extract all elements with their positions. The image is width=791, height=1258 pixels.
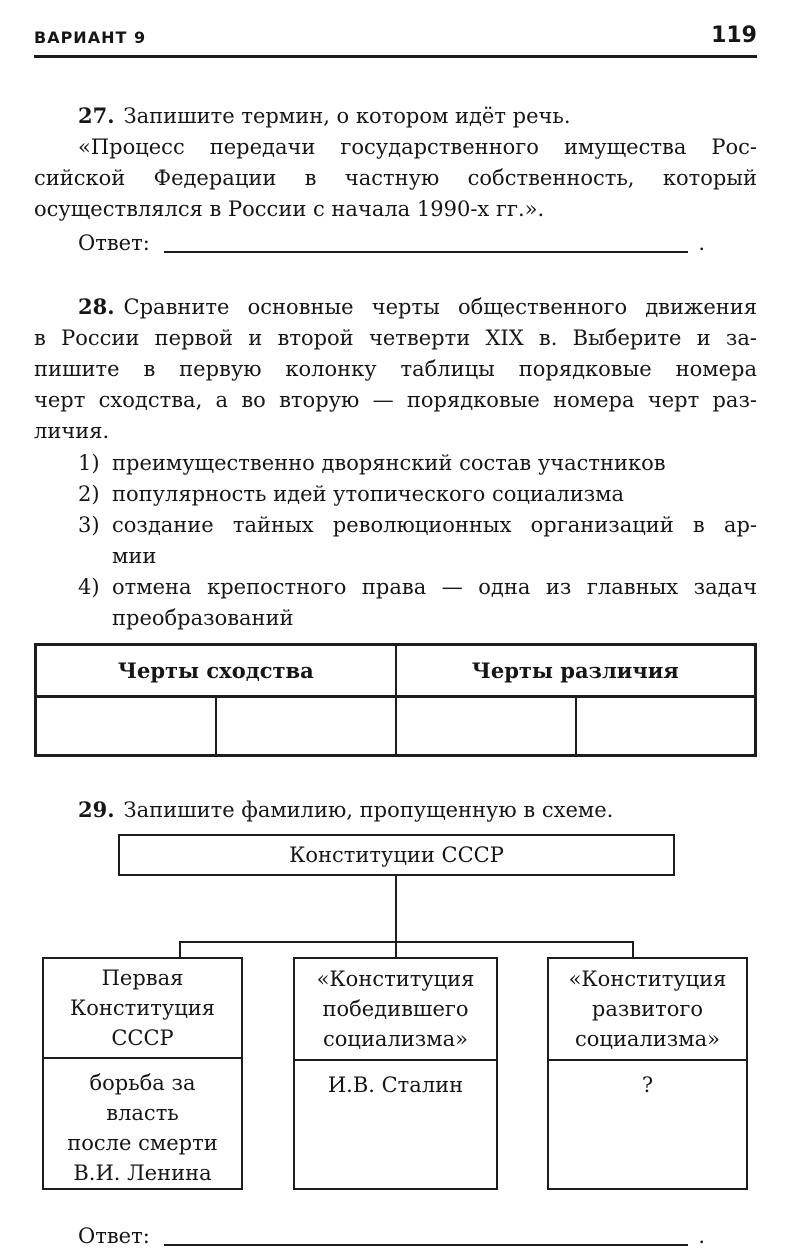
question-29 — [0, 794, 791, 1258]
page-header — [34, 0, 757, 58]
question-27-answer-row — [34, 228, 757, 259]
table-header-similarities: Черты сходства — [36, 645, 396, 697]
question-27-title — [34, 100, 757, 132]
question-29-number: 29. — [78, 797, 115, 822]
question-29-title — [34, 794, 757, 826]
table-body-row — [36, 697, 756, 756]
table-cell-empty — [36, 697, 216, 756]
answer-period: . — [698, 231, 705, 255]
answer-label: Ответ: — [78, 231, 150, 255]
options-list — [34, 448, 757, 634]
connector-vertical-center — [395, 876, 397, 959]
question-28-number: 28. — [78, 294, 115, 319]
question-28-first-line — [34, 291, 757, 323]
list-item — [34, 510, 757, 572]
constitutions-scheme — [0, 826, 791, 1258]
item-number: 2) — [78, 482, 100, 506]
list-item — [34, 448, 757, 479]
variant-label: ВАРИАНТ 9 — [34, 28, 147, 47]
node-value: И.В. Сталин — [327, 1073, 464, 1097]
question-28-body — [34, 291, 757, 447]
item-number: 1) — [78, 451, 100, 475]
table-cell-empty — [396, 697, 576, 756]
question-27-body: «Процесс передачи государственного имущества Рос- сийской Федерации в частную собственность, который осуществлялся в России с начала 1990-х гг.». — [34, 135, 757, 221]
question-29-answer-wrap — [0, 1218, 791, 1252]
scheme-root-box — [118, 834, 675, 876]
table-header-row — [36, 645, 756, 697]
answer-blank-line — [164, 250, 689, 253]
list-item — [34, 572, 757, 634]
question-29-answer-row — [34, 1221, 757, 1252]
item-text: популярность идей утопического социализма — [112, 482, 625, 506]
question-29-title-text: Запишите фамилию, пропущенную в схеме. — [123, 798, 614, 822]
list-item — [34, 479, 757, 510]
question-27 — [0, 100, 791, 259]
scheme-node-victorious-socialism — [293, 957, 498, 1190]
node-value: борьба за власть после смерти В.И. Ленина — [67, 1071, 218, 1185]
connector-horizontal — [179, 941, 634, 943]
comparison-table — [34, 643, 757, 757]
page-number: 119 — [711, 23, 757, 48]
answer-period: . — [698, 1224, 705, 1248]
scheme-node-first-constitution — [42, 957, 243, 1190]
item-text: создание тайных революционных организаций в ар- мии — [112, 513, 757, 568]
table-cell-empty — [216, 697, 396, 756]
node-title: «Конституция победившего социализма» — [295, 959, 496, 1061]
item-text: преимущественно дворянский состав участников — [112, 451, 666, 475]
scheme-node-developed-socialism — [547, 957, 748, 1190]
scheme-root-label: Конституции СССР — [289, 842, 504, 867]
question-27-title-text: Запишите термин, о котором идёт речь. — [123, 104, 571, 128]
table-cell-empty — [576, 697, 756, 756]
node-title: Первая Конституция СССР — [44, 959, 241, 1059]
answer-label: Ответ: — [78, 1224, 150, 1248]
answer-blank-line — [164, 1243, 689, 1246]
question-28-body-lines: в России первой и второй четверти XIX в. Выберите и за- пишите в первую колонку таблицы порядковые номера черт сходства, а во вторую — порядковые номера черт раз- личия. — [34, 326, 757, 443]
node-value: ? — [641, 1073, 654, 1097]
item-text: отмена крепостного права — одна из главных задач преобразований — [112, 575, 757, 630]
item-number: 3) — [78, 513, 100, 537]
question-27-number: 27. — [78, 103, 115, 128]
question-28 — [0, 291, 791, 757]
node-title: «Конституция развитого социализма» — [549, 959, 746, 1061]
item-number: 4) — [78, 575, 100, 599]
table-header-differences: Черты различия — [396, 645, 756, 697]
question-28-first-line-text: Сравните основные черты общественного движения — [123, 295, 757, 319]
